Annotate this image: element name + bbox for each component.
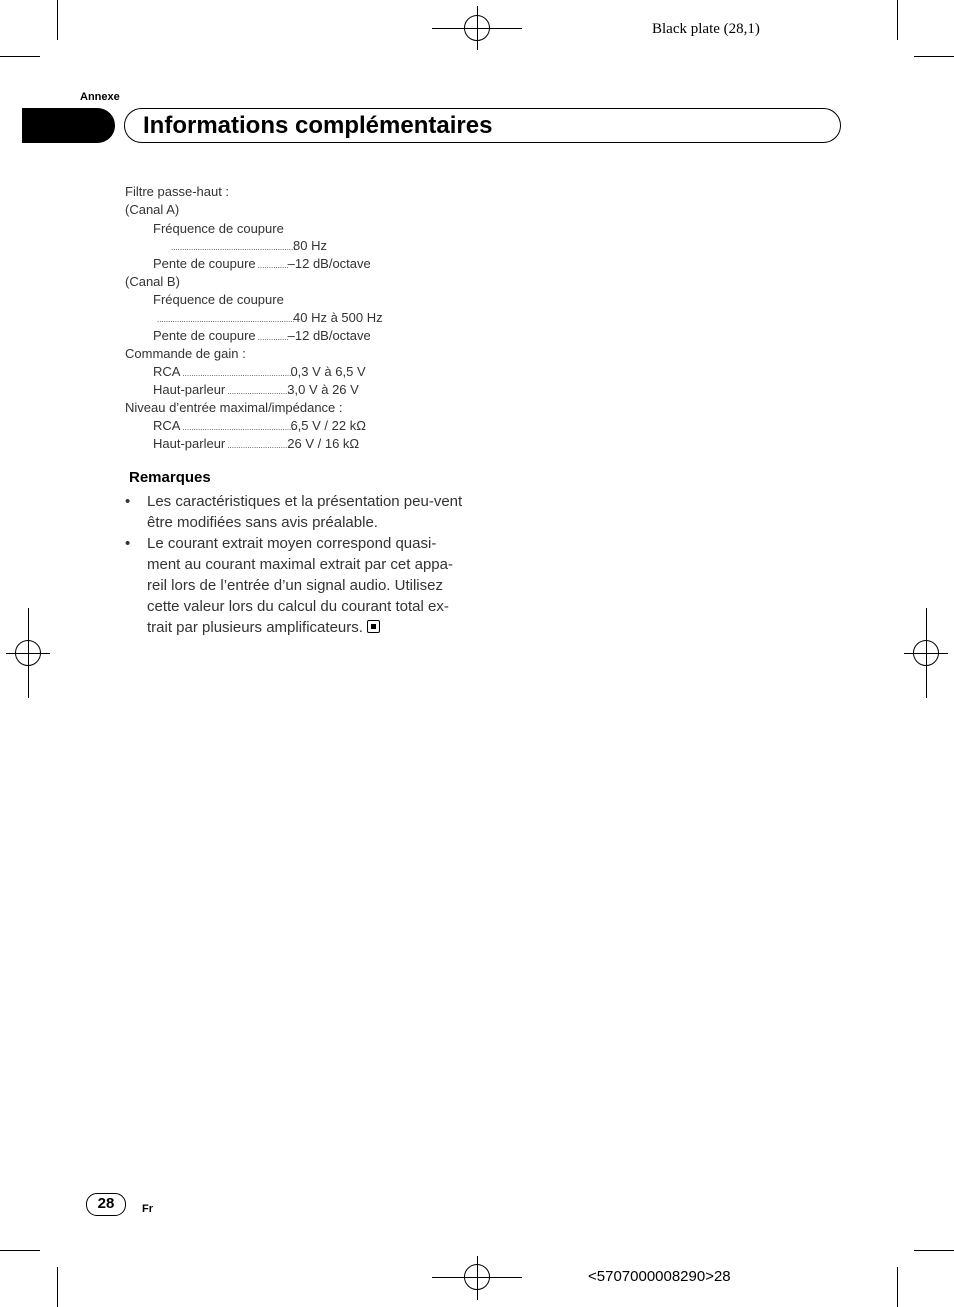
spec-value: 26 V / 16 kΩ [287, 436, 360, 451]
note-text: Le courant extrait moyen correspond quasi-ment au courant maximal extrait par cet appa-reil lors de l’entrée d’un signal audio. Utilisez cette valeur lors du calcul du courant total ex-trait par plusieurs amplificateurs. [147, 535, 453, 636]
registration-mark [913, 640, 939, 666]
spec-heading [125, 345, 246, 363]
crop-mark [0, 56, 40, 57]
list-item [125, 533, 470, 638]
spec-row [153, 327, 371, 345]
registration-mark [15, 640, 41, 666]
spec-label-text: Haut-parleur [153, 436, 226, 451]
spec-label-text: RCA [153, 418, 181, 433]
spec-value: 6,5 V / 22 kΩ [290, 418, 366, 433]
spec-label-text: Fréquence de coupure [153, 292, 284, 307]
spec-value: –12 dB/octave [287, 328, 371, 343]
spec-row [171, 237, 327, 255]
plate-label: Black plate (28,1) [652, 21, 760, 37]
title-tab [22, 108, 115, 143]
spec-subheading [125, 201, 179, 219]
note-text-wrap [147, 533, 469, 638]
spec-row [153, 417, 366, 435]
bullet-dot: • [125, 535, 131, 552]
spec-row [153, 435, 359, 453]
crop-mark [57, 0, 58, 40]
dot-leader: ............................ [227, 441, 290, 450]
spec-label-text: Pente de coupure [153, 256, 256, 271]
document-code: <5707000008290>28 [588, 1268, 731, 1285]
spec-heading [125, 183, 229, 201]
bullet-dot: • [125, 493, 131, 510]
spec-subheading-text: (Canal A) [125, 202, 180, 217]
spec-heading [125, 399, 343, 417]
language-label: Fr [142, 1203, 153, 1215]
dot-leader: .............. [257, 261, 289, 270]
dot-leader: ............................ [227, 387, 290, 396]
list-item [125, 491, 470, 533]
spec-row [153, 381, 359, 399]
spec-label [153, 291, 284, 309]
page-title: Informations complémentaires [124, 108, 841, 143]
spec-subheading [125, 273, 180, 291]
section-label: Annexe [80, 91, 120, 103]
note-text: Les caractéristiques et la présentation peu-vent être modifiées sans avis préalable. [147, 493, 463, 531]
spec-label [153, 220, 284, 238]
dot-leader: .................................................. [182, 369, 294, 378]
notes-title: Remarques [129, 469, 211, 486]
dot-leader: ........................................................ [171, 243, 296, 252]
crop-mark [914, 1250, 954, 1251]
page-number: 28 [86, 1193, 126, 1216]
spec-label-text: Haut-parleur [153, 382, 226, 397]
registration-mark [464, 1264, 490, 1290]
spec-heading-text: Filtre passe-haut : [125, 184, 230, 199]
spec-heading-text: Commande de gain : [125, 346, 246, 361]
spec-value: 0,3 V à 6,5 V [290, 364, 366, 379]
dot-leader: .................................................. [182, 423, 294, 432]
crop-mark [897, 0, 898, 40]
end-mark-icon [367, 620, 380, 633]
spec-value: –12 dB/octave [287, 256, 371, 271]
dot-leader: .............................................................. [157, 315, 295, 324]
registration-mark [464, 15, 490, 41]
spec-row [153, 363, 366, 381]
spec-label-text: Pente de coupure [153, 328, 256, 343]
spec-value: 3,0 V à 26 V [287, 382, 359, 397]
spec-row [153, 255, 371, 273]
spec-row [157, 309, 383, 327]
spec-subheading-text: (Canal B) [125, 274, 180, 289]
spec-value: 80 Hz [293, 238, 327, 253]
spec-heading-text: Niveau d’entrée maximal/impédance : [125, 400, 343, 415]
crop-mark [0, 1250, 40, 1251]
crop-mark [914, 56, 954, 57]
spec-label-text: RCA [153, 364, 181, 379]
spec-value: 40 Hz à 500 Hz [293, 310, 383, 325]
crop-mark [57, 1267, 58, 1307]
dot-leader: .............. [257, 333, 289, 342]
crop-mark [897, 1267, 898, 1307]
spec-label-text: Fréquence de coupure [153, 221, 284, 236]
